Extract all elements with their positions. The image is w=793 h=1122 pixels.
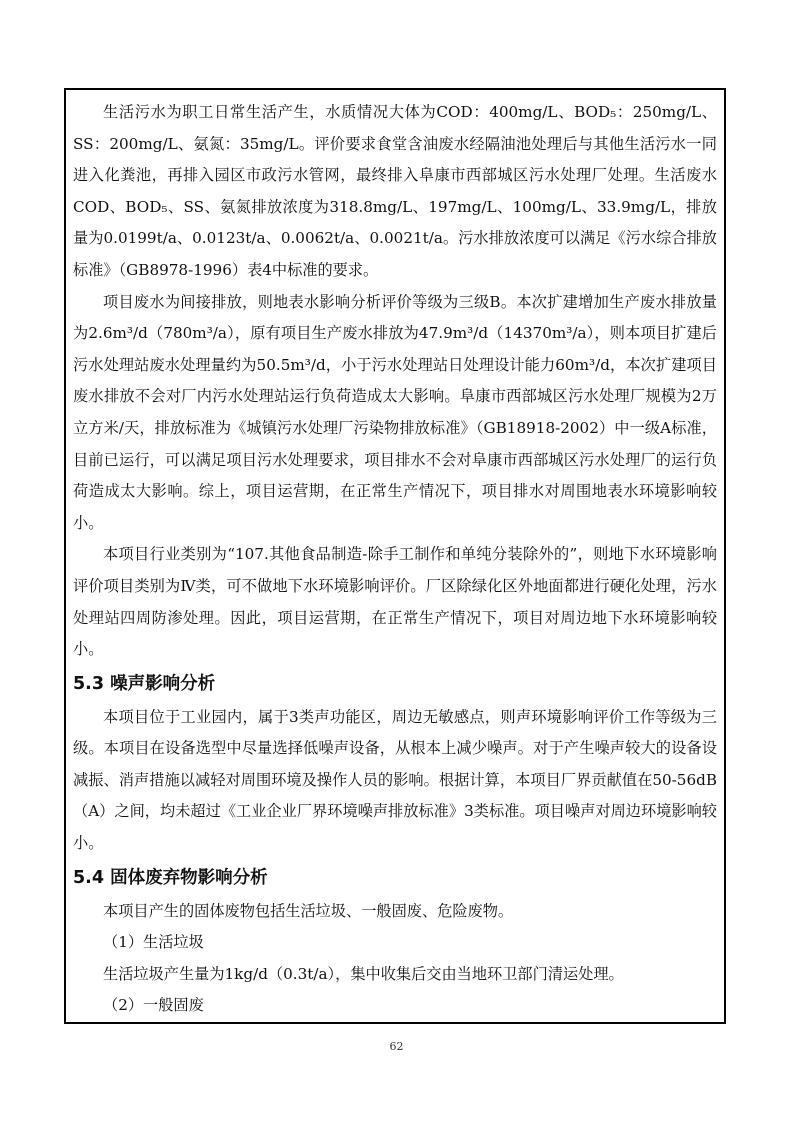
paragraph-groundwater: 本项目行业类别为“107.其他食品制造-除手工制作和单纯分装除外的”，则地下水环境影响评价项目类别为Ⅳ类，可不做地下水环境影响评价。厂区除绿化区外地面都进行硬化处理，污水处理站四周防渗处理。因此，项目运营期，在正常生产情况下，项目对周边地下水环境影响较小。 [73, 545, 717, 659]
paragraph-noise: 本项目位于工业园内，属于3类声功能区，周边无敏感点，则声环境影响评价工作等级为三级。本项目在设备选型中尽量选择低噪声设备，从根本上减少噪声。对于产生噪声较大的设备设减振、消声措施以减轻对周围环境及操作人员的影响。根据计算，本项目厂界贡献值在50-56dB（A）之间，均未超过《工业企业厂界环境噪声排放标准》3类标准。项目噪声对周边环境影响较小。 [73, 707, 717, 853]
paragraph-surface-water: 项目废水为间接排放，则地表水影响分析评价等级为三级B。本次扩建增加生产废水排放量为2.6m³/d（780m³/a），原有项目生产废水排放为47.9m³/d（14370m³/a），则本项目扩建后污水处理站废水处理量约为50.5m³/d，小于污水处理站日处理设计能力60m³/d，本次扩建项目废水排放不会对厂内污水处理站运行负荷造成太大影响。阜康市西部城区污水处理厂规模为2万立方米/天，排放标准为《城镇污水处理厂污染物排放标准》（GB18918-2002）中一级A标准，目前已运行，可以满足项目污水处理要求，项目排水不会对阜康市西部城区污水处理厂的运行负荷造成太大影响。综上，项目运营期，在正常生产情况下，项目排水对周围地表水环境影响较小。 [73, 292, 717, 532]
section-heading-noise: 5.3 噪声影响分析 [73, 673, 216, 694]
list-item-general-waste: （2）一般固废 [103, 996, 204, 1015]
paragraph-domestic-wastewater: 生活污水为职工日常生活产生，水质情况大体为COD：400mg/L、BOD₅：250mg/L、SS：200mg/L、氨氮：35mg/L。评价要求食堂含油废水经隔油池处理后与其他生活污水一同进入化粪池，再排入园区市政污水管网，最终排入阜康市西部城区污水处理厂处理。生活废水COD、BOD₅、SS、氨氮排放浓度为318.8mg/L、197mg/L、100mg/L、33.9mg/L，排放量为0.0199t/a、0.0123t/a、0.0062t/a、0.0021t/a。污水排放浓度可以满足《污水综合排放标准》（GB8978-1996）表4中标准的要求。 [73, 103, 717, 279]
paragraph-domestic-garbage: 生活垃圾产生量为1kg/d（0.3t/a），集中收集后交由当地环卫部门清运处理。 [103, 964, 624, 983]
list-item-domestic-garbage: （1）生活垃圾 [103, 933, 204, 952]
page-number: 62 [389, 1040, 404, 1053]
document-body [73, 97, 717, 1022]
paragraph-solid-waste-intro: 本项目产生的固体废物包括生活垃圾、一般固废、危险废物。 [103, 901, 514, 920]
section-heading-solid-waste: 5.4 固体废弃物影响分析 [73, 867, 268, 888]
